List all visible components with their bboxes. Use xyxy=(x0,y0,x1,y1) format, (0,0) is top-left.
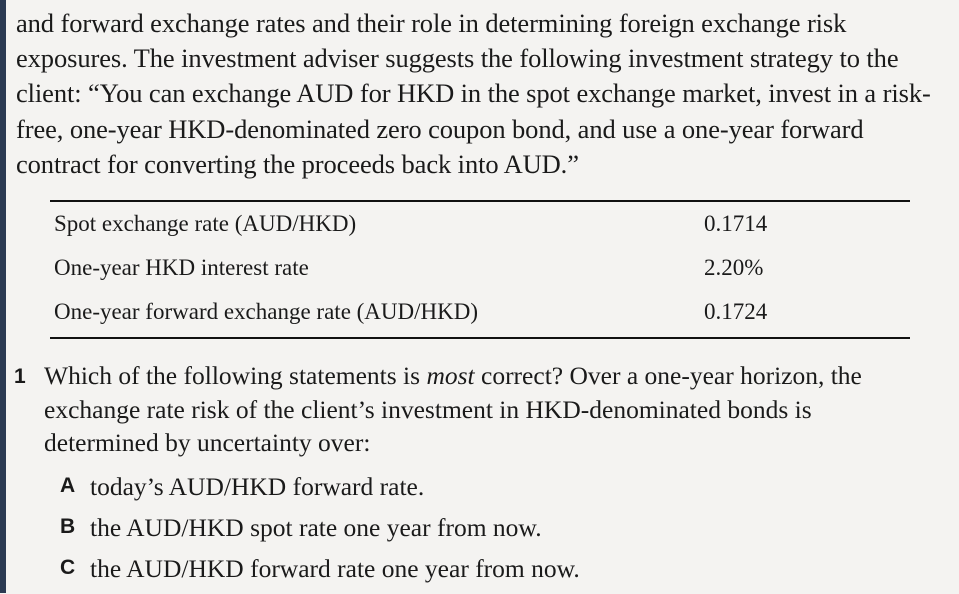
choice-text: the AUD/HKD forward rate one year from now. xyxy=(90,554,580,584)
choice-text: the AUD/HKD spot rate one year from now. xyxy=(90,513,542,543)
question-number: 1 xyxy=(14,365,26,389)
table-row xyxy=(50,290,910,338)
table-row xyxy=(50,201,910,246)
choice-letter: A xyxy=(60,474,76,498)
table-cell-label: One-year HKD interest rate xyxy=(54,255,309,281)
question-text-emphasis: most xyxy=(426,361,475,391)
table-cell-label: Spot exchange rate (AUD/HKD) xyxy=(50,201,704,246)
table-row xyxy=(50,246,910,290)
answer-choices xyxy=(60,470,949,585)
question-text xyxy=(44,359,874,460)
choice-letter: C xyxy=(60,556,76,580)
choice-letter: B xyxy=(60,515,76,539)
table-cell-value: 2.20% xyxy=(704,255,764,281)
exchange-rate-table xyxy=(50,200,910,339)
table-cell-label: One-year forward exchange rate (AUD/HKD) xyxy=(50,290,704,338)
document-content xyxy=(14,6,949,594)
question-text-part1: Which of the following statements is xyxy=(44,361,427,391)
choice-a[interactable] xyxy=(60,470,949,503)
question-block xyxy=(14,359,949,460)
choice-c[interactable] xyxy=(60,552,949,585)
question-text-part2: correct? Over a one-year horizon, the exchange rate risk of the client’s investment in HKD-denominated bonds is determined by uncertainty over: xyxy=(44,361,862,458)
intro-paragraph: and forward exchange rates and their role in determining foreign exchange risk exposures. The investment adviser suggests the following investment strategy to the client: “You can exchange AUD for HKD in the spot exchange market, invest in a risk-free, one-year HKD-denominated zero coupon bond, and use a one-year forward contract for converting the proceeds back into AUD.” xyxy=(16,8,931,179)
choice-text: today’s AUD/HKD forward rate. xyxy=(90,472,425,502)
choice-b[interactable] xyxy=(60,511,949,544)
page-edge-rule xyxy=(0,0,6,593)
table-cell-value: 0.1714 xyxy=(704,201,910,246)
table-cell-value: 0.1724 xyxy=(704,290,910,338)
